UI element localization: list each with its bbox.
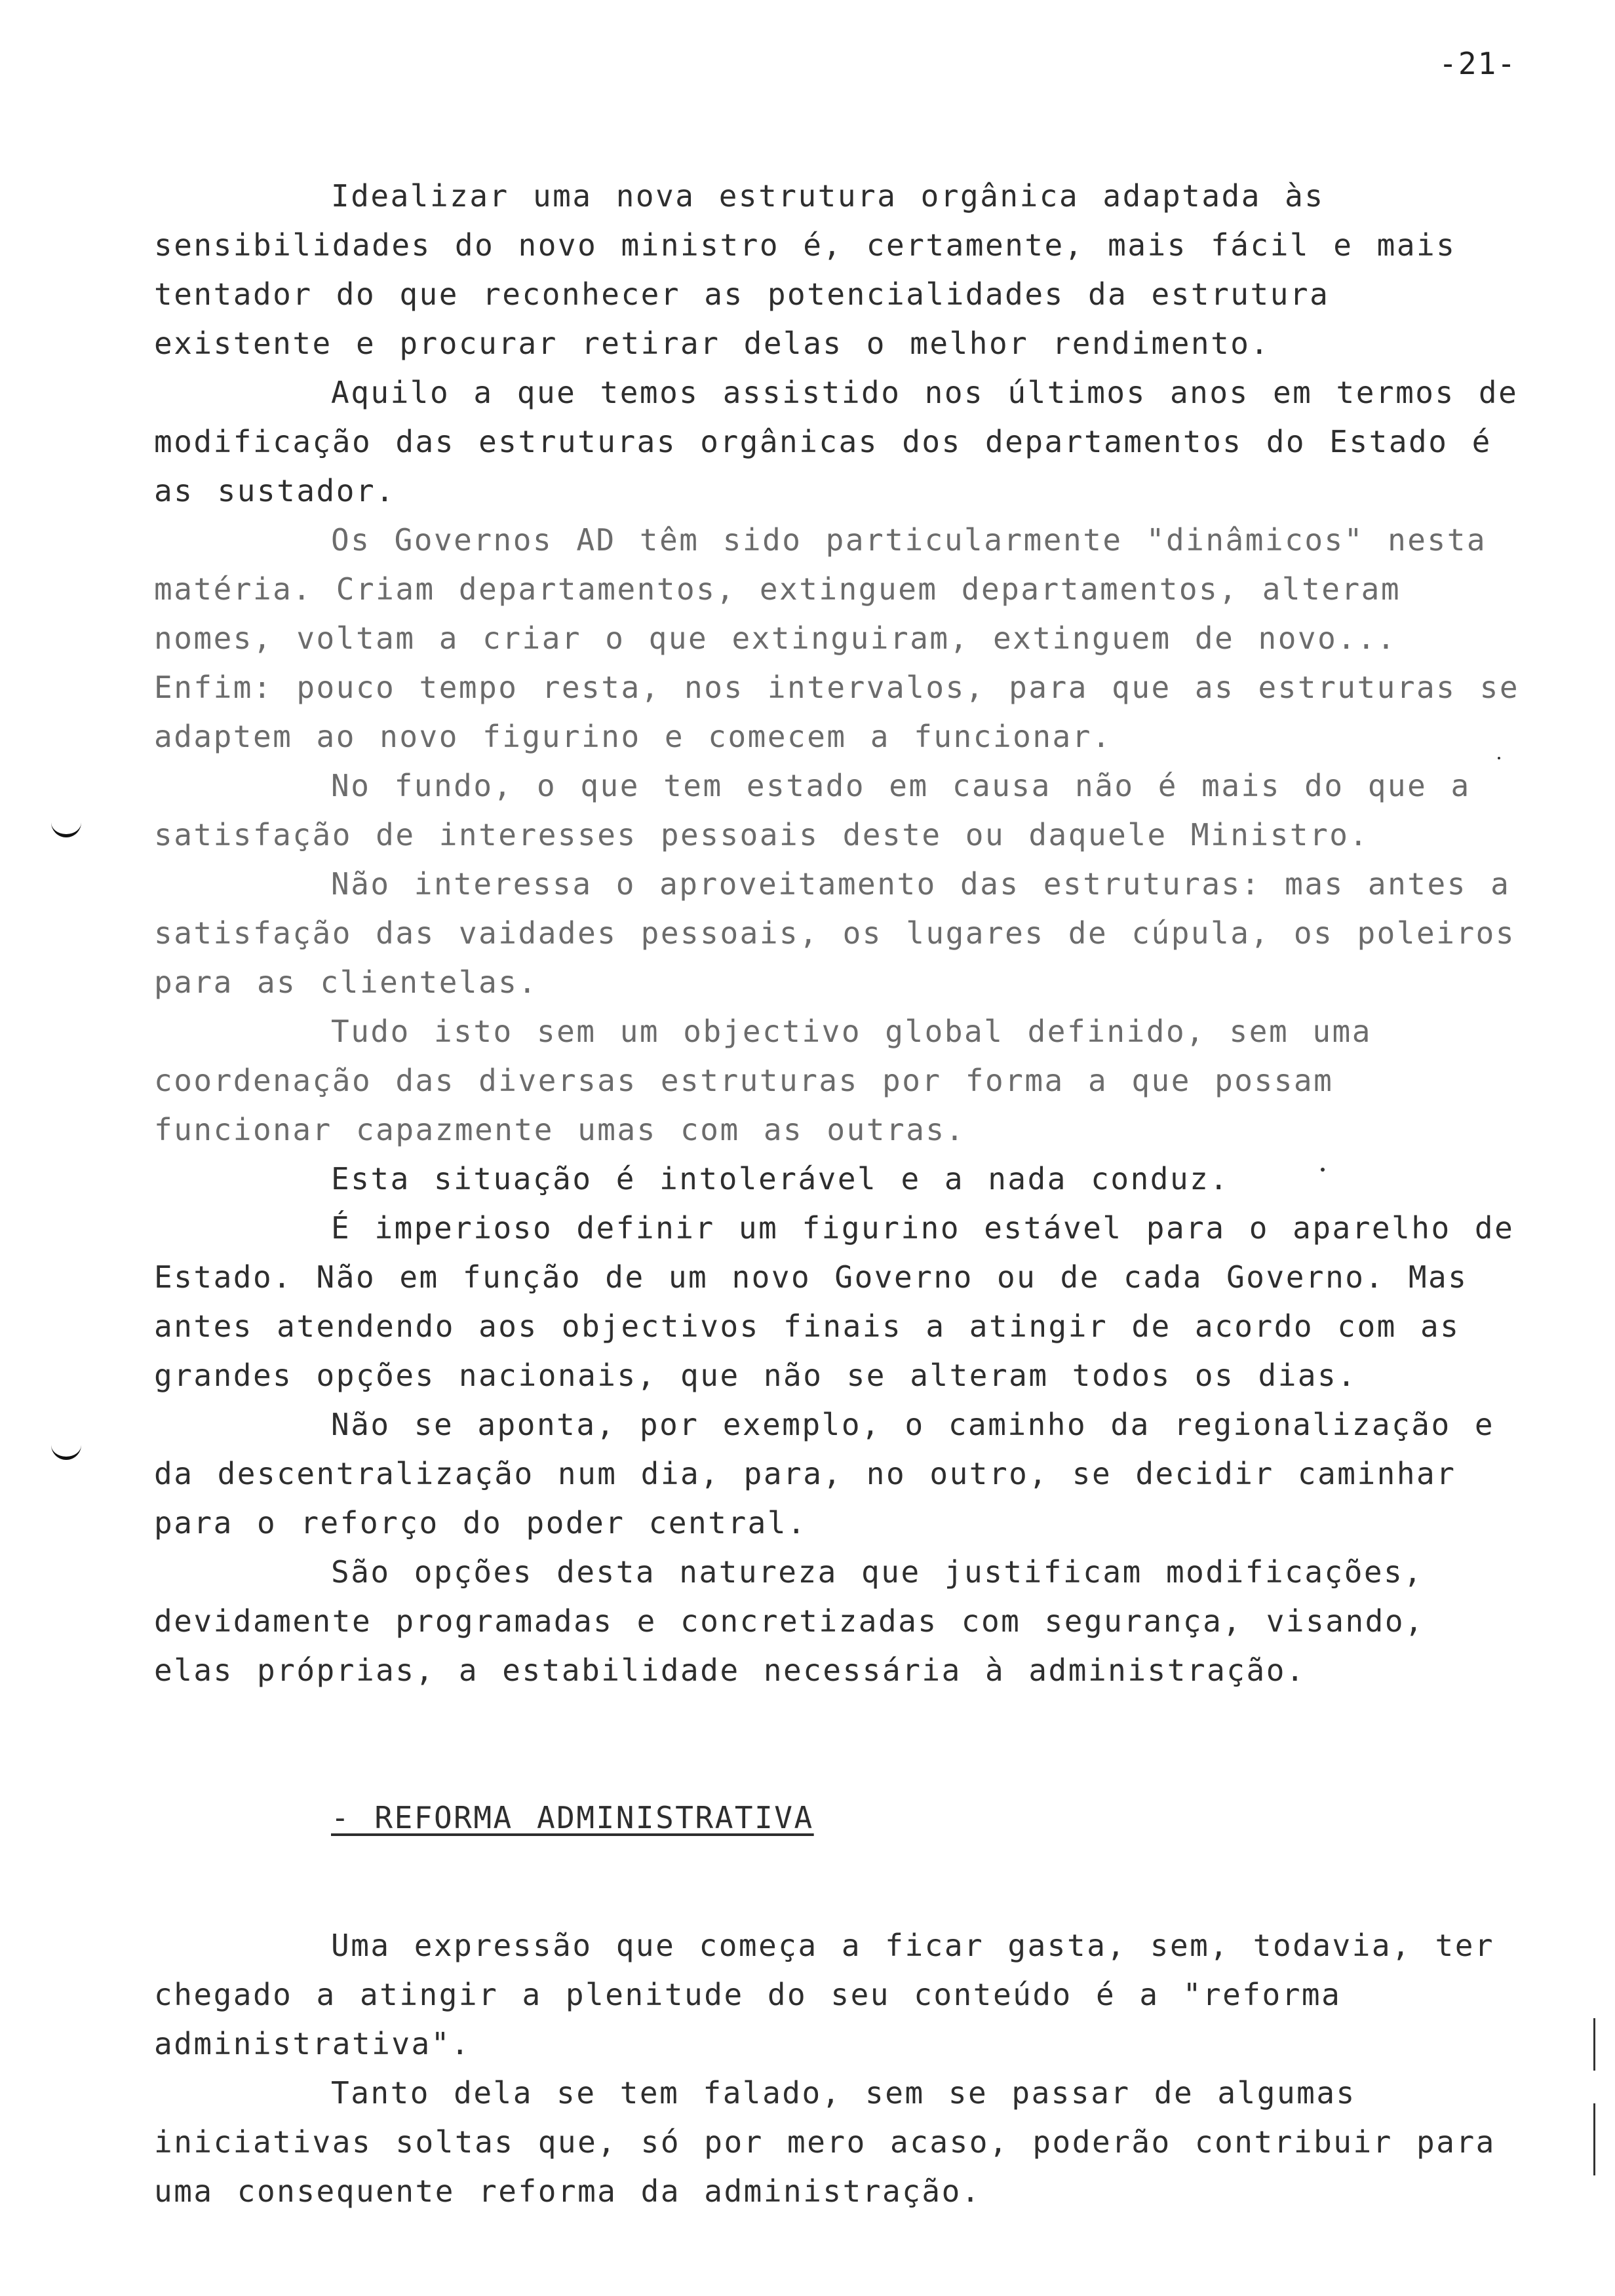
- paragraph: Não interessa o aproveitamento das estruturas: mas antes a satisfação das vaidades pessoais, os lugares de cúpula, os poleiros para as clientelas.: [154, 866, 1516, 1000]
- paragraph: Idealizar uma nova estrutura orgânica adaptada às sensibilidades do novo ministro é, certamente, mais fácil e mais tentador do que reconhecer as potencialidades da estrutura existente e procurar retirar delas o melhor rendimento.: [154, 178, 1456, 361]
- scan-edge-line: [1593, 2103, 1595, 2175]
- paragraph: Os Governos AD têm sido particularmente "dinâmicos" nesta matéria. Criam departamentos, extinguem departamentos, alteram nomes, voltam a criar o que extinguiram, extinguem de novo... Enfim: pouco tempo resta, nos intervalos, para que as estruturas se adaptem ao novo figurino e comecem a funcionar.: [154, 522, 1520, 754]
- scan-speck: [1321, 1168, 1325, 1172]
- paragraph: É imperioso definir um figurino estável para o aparelho de Estado. Não em função de um novo Governo ou de cada Governo. Mas antes atendendo aos objectivos finais a atingir de acordo com as grandes opções nacionais, que não se alteram todos os dias.: [154, 1210, 1515, 1393]
- paragraph: No fundo, o que tem estado em causa não é mais do que a satisfação de interesses pessoais deste ou daquele Ministro.: [154, 768, 1471, 852]
- scan-edge-line: [1593, 2018, 1595, 2071]
- margin-mark-icon: [51, 822, 81, 837]
- paragraph: São opções desta natureza que justificam modificações, devidamente programadas e concretizadas com segurança, visando, elas próprias, a estabilidade necessária à administração.: [154, 1554, 1425, 1688]
- paragraph: Tudo isto sem um objectivo global definido, sem uma coordenação das diversas estruturas por forma a que possam funcionar capazmente umas com as outras.: [154, 1014, 1372, 1147]
- paragraph: Esta situação é intolerável e a nada conduz.: [331, 1161, 1230, 1196]
- paragraph: Uma expressão que começa a ficar gasta, sem, todavia, ter chegado a atingir a plenitude do seu conteúdo é a "reforma administrativa".: [154, 1928, 1495, 2061]
- margin-mark-icon: [51, 1445, 81, 1460]
- page-number: -21-: [1439, 46, 1517, 81]
- paragraph: Aquilo a que temos assistido nos últimos anos em termos de modificação das estruturas orgânicas dos departamentos do Estado é as sustador.: [154, 375, 1519, 508]
- paragraph: Não se aponta, por exemplo, o caminho da regionalização e da descentralização num dia, para, no outro, se decidir caminhar para o reforço do poder central.: [154, 1407, 1495, 1540]
- scan-speck: [1498, 757, 1500, 759]
- paragraph: Tanto dela se tem falado, sem se passar de algumas iniciativas soltas que, só por mero acaso, poderão contribuir para uma consequente reforma da administração.: [154, 2075, 1496, 2209]
- section-heading: - REFORMA ADMINISTRATIVA: [331, 1800, 814, 1835]
- document-body: [154, 172, 1524, 2216]
